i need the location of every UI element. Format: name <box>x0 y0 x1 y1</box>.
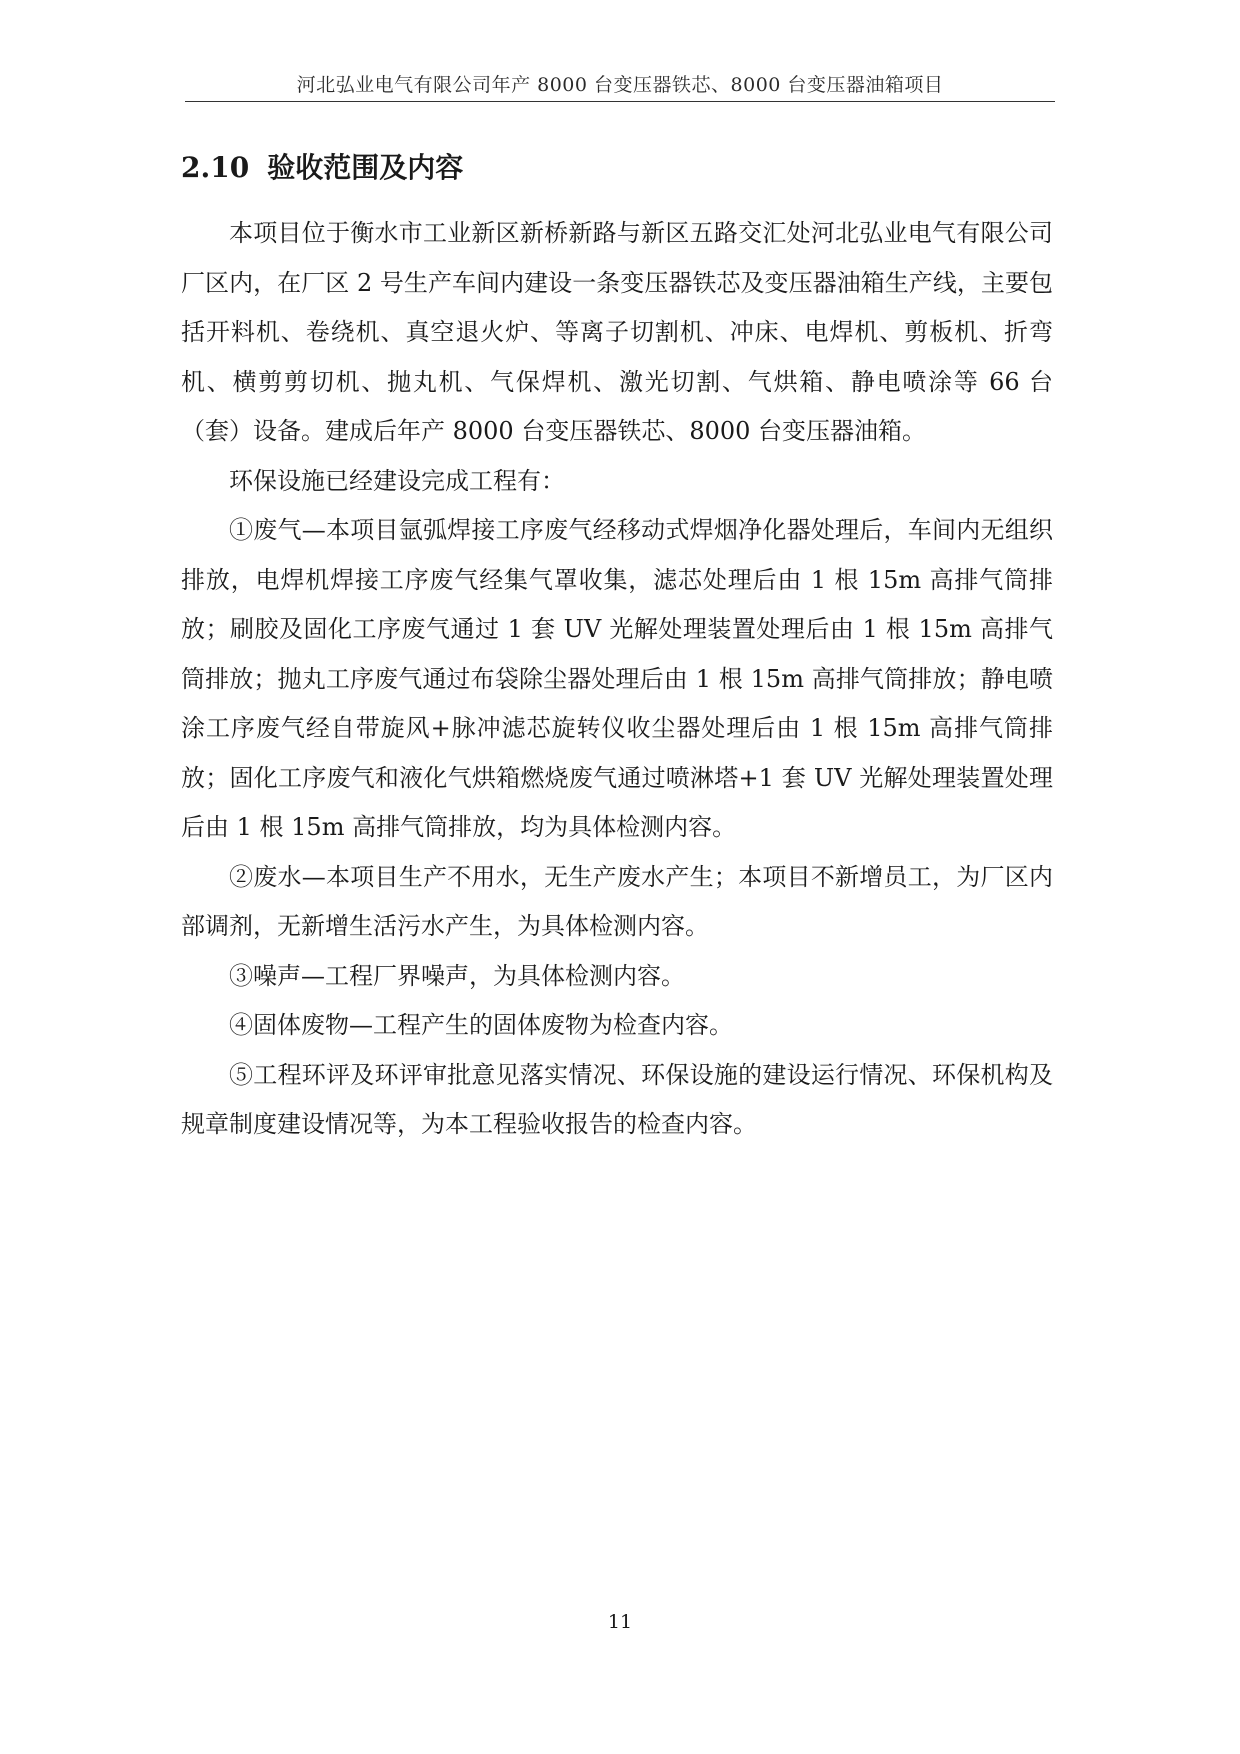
body-text <box>181 209 1053 1150</box>
paragraph-waste-gas: ①废气—本项目氩弧焊接工序废气经移动式焊烟净化器处理后，车间内无组织排放，电焊机焊接工序废气经集气罩收集，滤芯处理后由 1 根 15m 高排气筒排放；刷胶及固化工序废气通过 1 套 UV 光解处理装置处理后由 1 根 15m 高排气筒排放；抛丸工序废气通过布袋除尘器处理后由 1 根 15m 高排气筒排放；静电喷涂工序废气经自带旋风+脉冲滤芯旋转仪收尘器处理后由 1 根 15m 高排气筒排放；固化工序废气和液化气烘箱燃烧废气通过喷淋塔+1 套 UV 光解处理装置处理后由 1 根 15m 高排气筒排放，均为具体检测内容。 <box>181 516 1053 841</box>
paragraph-facilities-intro: 环保设施已经建设完成工程有： <box>229 466 565 495</box>
paragraph-waste-water: ②废水—本项目生产不用水，无生产废水产生；本项目不新增员工，为厂区内部调剂，无新增生活污水产生，为具体检测内容。 <box>181 862 1053 940</box>
header-divider <box>185 101 1055 102</box>
section-heading <box>181 146 463 186</box>
page-header-title: 河北弘业电气有限公司年产 8000 台变压器铁芯、8000 台变压器油箱项目 <box>296 74 944 96</box>
paragraph-solid-waste: ④固体废物—工程产生的固体废物为检查内容。 <box>229 1011 733 1039</box>
paragraph-noise: ③噪声—工程厂界噪声，为具体检测内容。 <box>229 961 685 990</box>
page-number: 11 <box>607 1611 633 1633</box>
paragraph-inspection: ⑤工程环评及环评审批意见落实情况、环保设施的建设运行情况、环保机构及规章制度建设情况等，为本工程验收报告的检查内容。 <box>181 1060 1053 1138</box>
section-number: 2.10 <box>181 151 250 184</box>
paragraph-project-overview: 本项目位于衡水市工业新区新桥新路与新区五路交汇处河北弘业电气有限公司厂区内，在厂区 2 号生产车间内建设一条变压器铁芯及变压器油箱生产线，主要包括开料机、卷绕机、真空退火炉、等离子切割机、冲床、电焊机、剪板机、折弯机、横剪剪切机、抛丸机、气保焊机、激光切割、气烘箱、静电喷涂等 66 台（套）设备。建成后年产 8000 台变压器铁芯、8000 台变压器油箱。 <box>181 219 1053 445</box>
section-title: 验收范围及内容 <box>267 151 464 184</box>
